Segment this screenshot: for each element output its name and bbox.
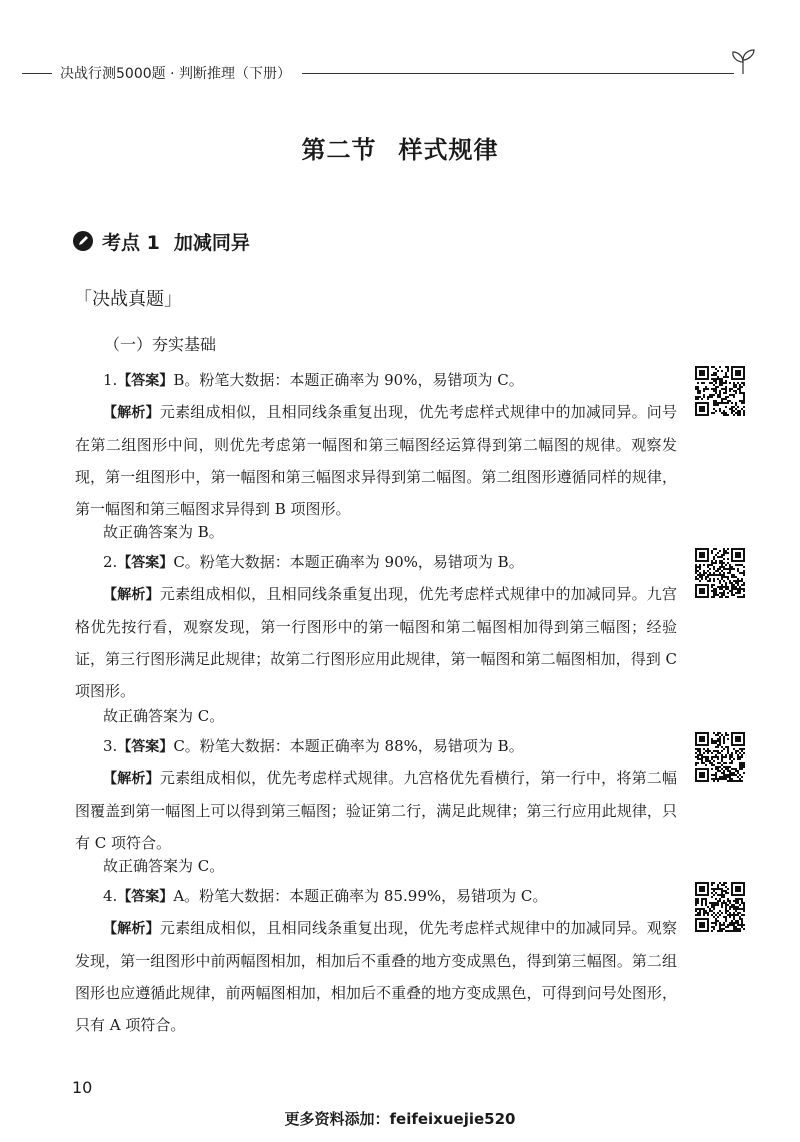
answer-label: 【答案】 bbox=[117, 555, 174, 571]
qr-code-q1[interactable] bbox=[695, 366, 745, 416]
q1-answer-line bbox=[75, 364, 677, 397]
page-number: 10 bbox=[72, 1078, 93, 1097]
q2-analysis bbox=[75, 578, 677, 707]
q4-analysis bbox=[75, 912, 677, 1041]
q3-answer: C。粉笔大数据：本题正确率为 88%，易错项为 B。 bbox=[173, 737, 524, 755]
q2-answer: C。粉笔大数据：本题正确率为 90%，易错项为 B。 bbox=[173, 553, 524, 571]
qr-code-q4[interactable] bbox=[695, 882, 745, 932]
analysis-label: 【解析】 bbox=[103, 405, 160, 421]
section-number: 第二节 bbox=[301, 136, 377, 164]
q3-analysis-text: 元素组成相似，优先考虑样式规律。九宫格优先看横行，第一行中，将第二幅图覆盖到第一幅图上可以得到第三幅图；验证第二行，满足此规律；第三行应用此规律，只有 C 项符合。 bbox=[75, 769, 677, 852]
q1-analysis-text: 元素组成相似，且相同线条重复出现，优先考虑样式规律中的加减同异。问号在第二组图形中间，则优先考虑第一幅图和第三幅图经运算得到第二幅图的规律。观察发现，第一组图形中，第一幅图和第三幅图求异得到第二幅图。第二组图形遵循同样的规律，第一幅图和第三幅图求异得到 B 项图形。 bbox=[75, 403, 677, 518]
answer-label: 【答案】 bbox=[117, 739, 174, 755]
q2-analysis-text: 元素组成相似，且相同线条重复出现，优先考虑样式规律中的加减同异。九宫格优先按行看，观察发现，第一行图形中的第一幅图和第二幅图相加得到第三幅图；经验证，第三行图形满足此规律；故第二行图形应用此规律，第一幅图和第二幅图相加，得到 C 项图形。 bbox=[75, 585, 677, 700]
kaodian-heading bbox=[72, 228, 250, 254]
q4-number: 4. bbox=[103, 887, 118, 905]
sub-heading: （一）夯实基础 bbox=[104, 335, 217, 354]
q4-analysis-text: 元素组成相似，且相同线条重复出现，优先考虑样式规律中的加减同异。观察发现，第一组图形中前两幅图相加，相加后不重叠的地方变成黑色，得到第三幅图。第二组图形也应遵循此规律，前两幅图相加，相加后不重叠的地方变成黑色，可得到问号处图形，只有 A 项符合。 bbox=[75, 919, 677, 1034]
kaodian-label: 考点 1 bbox=[102, 231, 160, 254]
zhenti-heading: 「决战真题」 bbox=[74, 289, 182, 310]
answer-label: 【答案】 bbox=[117, 889, 174, 905]
running-header bbox=[0, 60, 800, 88]
book-title: 决战行测5000题 · 判断推理（下册） bbox=[60, 66, 291, 82]
q2-conclusion: 故正确答案为 C。 bbox=[103, 707, 225, 725]
header-rule-left bbox=[22, 73, 52, 74]
q3-conclusion: 故正确答案为 C。 bbox=[103, 857, 225, 875]
q1-analysis bbox=[75, 396, 677, 525]
q1-conclusion: 故正确答案为 B。 bbox=[103, 523, 224, 541]
q1-answer: B。粉笔大数据：本题正确率为 90%，易错项为 C。 bbox=[173, 371, 524, 389]
analysis-label: 【解析】 bbox=[103, 921, 160, 937]
qr-code-q2[interactable] bbox=[695, 548, 745, 598]
section-title bbox=[0, 130, 800, 165]
sprout-icon bbox=[728, 46, 758, 76]
pen-circle-icon bbox=[72, 230, 94, 252]
header-rule-right bbox=[302, 73, 734, 74]
section-name: 样式规律 bbox=[398, 136, 499, 164]
answer-label: 【答案】 bbox=[117, 373, 174, 389]
q3-number: 3. bbox=[103, 737, 118, 755]
qr-code-q3[interactable] bbox=[695, 732, 745, 782]
q4-answer-line bbox=[75, 880, 677, 913]
q3-analysis bbox=[75, 762, 677, 859]
q1-number: 1. bbox=[103, 371, 118, 389]
kaodian-topic: 加减同异 bbox=[173, 231, 250, 254]
q2-number: 2. bbox=[103, 553, 118, 571]
q4-answer: A。粉笔大数据：本题正确率为 85.99%，易错项为 C。 bbox=[173, 887, 548, 905]
analysis-label: 【解析】 bbox=[103, 587, 160, 603]
q2-answer-line bbox=[75, 546, 677, 579]
analysis-label: 【解析】 bbox=[103, 771, 160, 787]
q3-answer-line bbox=[75, 730, 677, 763]
footer-note: 更多资料添加：feifeixuejie520 bbox=[284, 1110, 516, 1128]
